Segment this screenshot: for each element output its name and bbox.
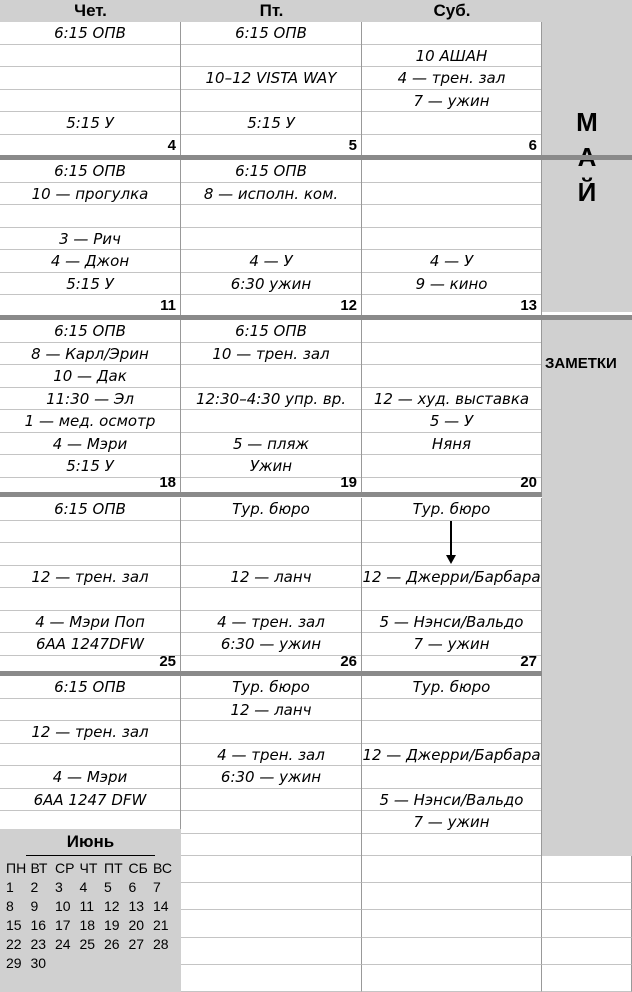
event-line: 4 — Джон (0, 250, 180, 273)
event-line: 8 — исполн. ком. (181, 183, 361, 206)
event-line (362, 343, 541, 366)
weekday-label: ЧТ (79, 860, 98, 876)
week-divider (0, 492, 542, 497)
event-line: 6:15 ОПВ (0, 22, 180, 45)
event-line (181, 789, 361, 812)
event-line (181, 521, 361, 544)
day-cell[interactable] (181, 320, 362, 492)
event-line (362, 22, 541, 45)
mini-calendar-divider (26, 855, 155, 856)
mini-day[interactable]: 23 (30, 936, 47, 952)
mini-day[interactable]: 5 (104, 879, 112, 895)
mini-day[interactable]: 1 (6, 879, 14, 895)
event-line (181, 45, 361, 68)
mini-day[interactable]: 10 (55, 898, 71, 914)
event-line (362, 205, 541, 228)
empty-row (181, 856, 362, 883)
mini-day[interactable]: 13 (128, 898, 145, 914)
empty-row (362, 910, 542, 937)
event-line: Няня (362, 433, 541, 456)
event-line (181, 811, 361, 834)
event-line: 6:30 — ужин (181, 633, 361, 656)
notes-panel (542, 320, 632, 856)
mini-day[interactable]: 3 (55, 879, 63, 895)
month-letter: М (576, 107, 598, 137)
mini-day[interactable]: 22 (6, 936, 22, 952)
header-thursday: Чет. (0, 0, 182, 22)
event-line: 4 — трен. зал (362, 67, 541, 90)
day-number: 20 (520, 474, 537, 491)
event-line: 8 — Карл/Эрин (0, 343, 180, 366)
day-number: 12 (340, 297, 357, 314)
event-line (362, 834, 541, 857)
event-line: 5 — Нэнси/Вальдо (362, 789, 541, 812)
event-line: 6:15 ОПВ (0, 320, 180, 343)
mini-day[interactable]: 20 (128, 917, 145, 933)
mini-calendar-june (0, 829, 181, 992)
day-number: 27 (520, 653, 537, 670)
mini-day[interactable]: 21 (153, 917, 169, 933)
empty-row (181, 883, 362, 910)
day-number: 26 (340, 653, 357, 670)
event-line: 6:15 ОПВ (181, 160, 361, 183)
event-line: 4 — трен. зал (181, 611, 361, 634)
event-line: 10 АШАН (362, 45, 541, 68)
event-line: 5:15 У (181, 112, 361, 135)
event-line: 5 — Нэнси/Вальдо (362, 611, 541, 634)
event-line: 6АА 1247 DFW (0, 789, 180, 812)
month-letter: Й (577, 177, 597, 207)
event-line (181, 588, 361, 611)
day-cell[interactable] (181, 676, 362, 856)
event-line: 4 — Мэри Поп (0, 611, 180, 634)
mini-day[interactable]: 7 (153, 879, 161, 895)
event-line (0, 699, 180, 722)
notes-title: ЗАМЕТКИ (545, 355, 617, 372)
mini-day[interactable]: 8 (6, 898, 14, 914)
mini-day[interactable]: 24 (55, 936, 71, 952)
header-saturday: Суб. (362, 0, 543, 22)
day-number: 13 (520, 297, 537, 314)
event-line: 3 — Рич (0, 228, 180, 251)
event-line (181, 543, 361, 566)
empty-row (362, 883, 542, 910)
event-line (362, 112, 541, 135)
header-friday: Пт. (181, 0, 363, 22)
event-line: 1 — мед. осмотр (0, 410, 180, 433)
day-cell[interactable] (362, 22, 542, 155)
event-line (362, 365, 541, 388)
mini-day[interactable]: 29 (6, 955, 22, 971)
event-line (0, 521, 180, 544)
day-number: 18 (159, 474, 176, 491)
event-line: 12:30–4:30 упр. вр. (181, 388, 361, 411)
event-line (181, 90, 361, 113)
weekday-label: ВТ (30, 860, 48, 876)
event-line (362, 699, 541, 722)
event-line (362, 721, 541, 744)
arrow-down-icon (446, 555, 456, 564)
event-line: 6:15 ОПВ (181, 22, 361, 45)
weekday-label: СБ (128, 860, 148, 876)
empty-row (542, 883, 632, 910)
event-line: 12 — ланч (181, 566, 361, 589)
day-number: 5 (348, 137, 357, 154)
mini-day[interactable]: 9 (30, 898, 39, 914)
mini-day[interactable]: 25 (79, 936, 96, 952)
event-line: 4 — Мэри (0, 766, 180, 789)
event-line: Тур. бюро (181, 676, 361, 699)
event-line (181, 834, 361, 857)
event-line: 12 — трен. зал (0, 721, 180, 744)
event-line: 12 — ланч (181, 699, 361, 722)
event-line (0, 90, 180, 113)
event-line (181, 205, 361, 228)
mini-day[interactable]: 27 (128, 936, 145, 952)
event-line: 10 — Дак (0, 365, 180, 388)
event-line: 6:30 ужин (181, 273, 361, 296)
event-line: 6:30 — ужин (181, 766, 361, 789)
event-line: 7 — ужин (362, 811, 541, 834)
day-number: 4 (167, 137, 176, 154)
mini-calendar-days (6, 860, 181, 971)
mini-calendar-title: Июнь (66, 832, 115, 851)
empty-row (362, 938, 542, 965)
event-line (362, 183, 541, 206)
event-line: 7 — ужин (362, 633, 541, 656)
day-cell[interactable] (362, 498, 542, 671)
event-line: 10 — прогулка (0, 183, 180, 206)
day-number: 11 (160, 297, 176, 314)
event-line: 5 — пляж (181, 433, 361, 456)
day-cell[interactable] (362, 320, 542, 492)
mini-day[interactable]: 2 (30, 879, 39, 895)
event-line: 5:15 У (0, 273, 180, 296)
event-line: 4 — трен. зал (181, 744, 361, 767)
event-line (181, 721, 361, 744)
event-line: 5:15 У (0, 455, 180, 478)
mini-day[interactable]: 19 (104, 917, 120, 933)
day-cell[interactable] (0, 22, 181, 155)
event-line: 12 — Джерри/Барбара (362, 744, 541, 767)
event-line: 4 — У (362, 250, 541, 273)
event-line: 4 — У (181, 250, 361, 273)
event-line: 10–12 VISTA WAY (181, 67, 361, 90)
event-line: 5 — У (362, 410, 541, 433)
event-line: Тур. бюро (362, 498, 541, 521)
weekday-label: ВС (153, 860, 172, 876)
mini-day[interactable]: 15 (6, 917, 22, 933)
day-cell[interactable] (362, 676, 542, 856)
day-cell[interactable] (362, 160, 542, 315)
event-line (181, 228, 361, 251)
day-number: 6 (528, 137, 537, 154)
mini-day[interactable]: 26 (104, 936, 120, 952)
empty-row (362, 965, 542, 992)
event-line (0, 588, 180, 611)
day-cell[interactable] (181, 160, 362, 315)
empty-row (181, 938, 362, 965)
event-line: 6:15 ОПВ (0, 160, 180, 183)
mini-day[interactable]: 16 (30, 917, 47, 933)
event-line (181, 410, 361, 433)
event-line: 5:15 У (0, 112, 180, 135)
event-line (0, 67, 180, 90)
day-cell[interactable] (181, 498, 362, 671)
event-line: Тур. бюро (181, 498, 361, 521)
event-line (362, 766, 541, 789)
mini-day[interactable]: 18 (79, 917, 96, 933)
day-number: 25 (159, 653, 176, 670)
empty-row (542, 856, 632, 883)
event-line: 6:15 ОПВ (0, 498, 180, 521)
event-line (0, 744, 180, 767)
event-line (362, 160, 541, 183)
empty-row (362, 856, 542, 883)
event-line: 6АА 1247DFW (0, 633, 180, 656)
weekday-label: ПТ (104, 860, 123, 876)
event-line (362, 455, 541, 478)
mini-day[interactable]: 11 (79, 898, 95, 914)
event-line (362, 320, 541, 343)
event-line (362, 228, 541, 251)
day-cell[interactable] (0, 160, 181, 315)
mini-day[interactable]: 14 (153, 898, 169, 914)
event-line (0, 45, 180, 68)
event-line (0, 205, 180, 228)
event-line (362, 588, 541, 611)
event-line: 11:30 — Эл (0, 388, 180, 411)
day-cell[interactable] (0, 320, 181, 492)
day-cell[interactable] (0, 498, 181, 671)
event-line (181, 365, 361, 388)
event-line: 6:15 ОПВ (181, 320, 361, 343)
mini-day[interactable]: 12 (104, 898, 120, 914)
event-line: Тур. бюро (362, 676, 541, 699)
event-line: 7 — ужин (362, 90, 541, 113)
day-number: 19 (340, 474, 357, 491)
weekday-label: СР (55, 860, 75, 876)
event-line: 12 — трен. зал (0, 566, 180, 589)
empty-row (181, 965, 362, 992)
event-line: 4 — Мэри (0, 433, 180, 456)
event-line: 10 — трен. зал (181, 343, 361, 366)
mini-day[interactable]: 17 (55, 917, 71, 933)
event-line: 12 — худ. выставка (362, 388, 541, 411)
mini-day[interactable]: 4 (79, 879, 88, 895)
mini-day[interactable]: 6 (128, 879, 137, 895)
event-line: Ужин (181, 455, 361, 478)
weekday-label: ПН (6, 860, 27, 876)
mini-day[interactable]: 30 (30, 955, 47, 971)
empty-row (542, 965, 632, 992)
empty-row (542, 910, 632, 937)
event-line: 9 — кино (362, 273, 541, 296)
event-line: 12 — Джерри/Барбара (362, 566, 541, 589)
arrow-line (450, 521, 452, 557)
event-line: 6:15 ОПВ (0, 676, 180, 699)
mini-day[interactable]: 28 (153, 936, 169, 952)
empty-row (181, 910, 362, 937)
day-cell[interactable] (181, 22, 362, 155)
empty-row (542, 938, 632, 965)
event-line (0, 543, 180, 566)
